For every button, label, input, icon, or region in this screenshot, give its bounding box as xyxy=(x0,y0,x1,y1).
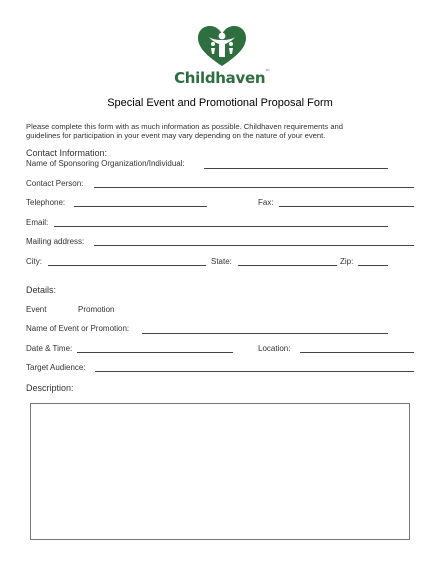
form-intro: Please complete this form with as much information as possible. Childhaven requirements and guidelines for participation in your event may vary depending on the nature of your event. xyxy=(26,122,343,140)
state-field[interactable] xyxy=(238,265,337,266)
telephone-field[interactable] xyxy=(74,206,207,207)
state-label: State: xyxy=(211,257,232,266)
childhaven-logo xyxy=(172,24,272,90)
page-title: Special Event and Promotional Proposal Form xyxy=(107,97,333,109)
email-field[interactable] xyxy=(54,226,388,227)
contact-person-field[interactable] xyxy=(94,187,414,188)
event-name-label: Name of Event or Promotion: xyxy=(26,324,130,333)
brand-name: Childhaven™ xyxy=(174,69,270,87)
city-field[interactable] xyxy=(48,265,206,266)
contact-section-heading: Contact Information: xyxy=(26,148,108,158)
email-label: Email: xyxy=(26,218,49,227)
description-textarea[interactable] xyxy=(30,403,410,540)
fax-label: Fax: xyxy=(258,198,274,207)
mailing-address-label: Mailing address: xyxy=(26,237,85,246)
location-label: Location: xyxy=(258,344,291,353)
fax-field[interactable] xyxy=(279,206,414,207)
date-time-field[interactable] xyxy=(77,352,233,353)
target-audience-label: Target Audience: xyxy=(26,363,86,372)
location-field[interactable] xyxy=(300,352,414,353)
details-section-heading: Details: xyxy=(26,285,57,295)
date-time-label: Date & Time: xyxy=(26,344,73,353)
zip-field[interactable] xyxy=(358,265,388,266)
target-audience-field[interactable] xyxy=(95,371,414,372)
telephone-label: Telephone: xyxy=(26,198,66,207)
contact-person-label: Contact Person: xyxy=(26,179,84,188)
promotion-option[interactable]: Promotion xyxy=(78,305,115,314)
description-label: Description: xyxy=(26,383,74,393)
mailing-address-field[interactable] xyxy=(94,245,414,246)
event-option[interactable]: Event xyxy=(26,305,47,314)
sponsor-label: Name of Sponsoring Organization/Individual: xyxy=(26,159,185,168)
city-label: City: xyxy=(26,257,42,266)
zip-label: Zip: xyxy=(340,257,354,266)
sponsor-field[interactable] xyxy=(204,168,388,169)
heart-with-figures-icon xyxy=(192,24,252,68)
event-name-field[interactable] xyxy=(142,333,388,334)
